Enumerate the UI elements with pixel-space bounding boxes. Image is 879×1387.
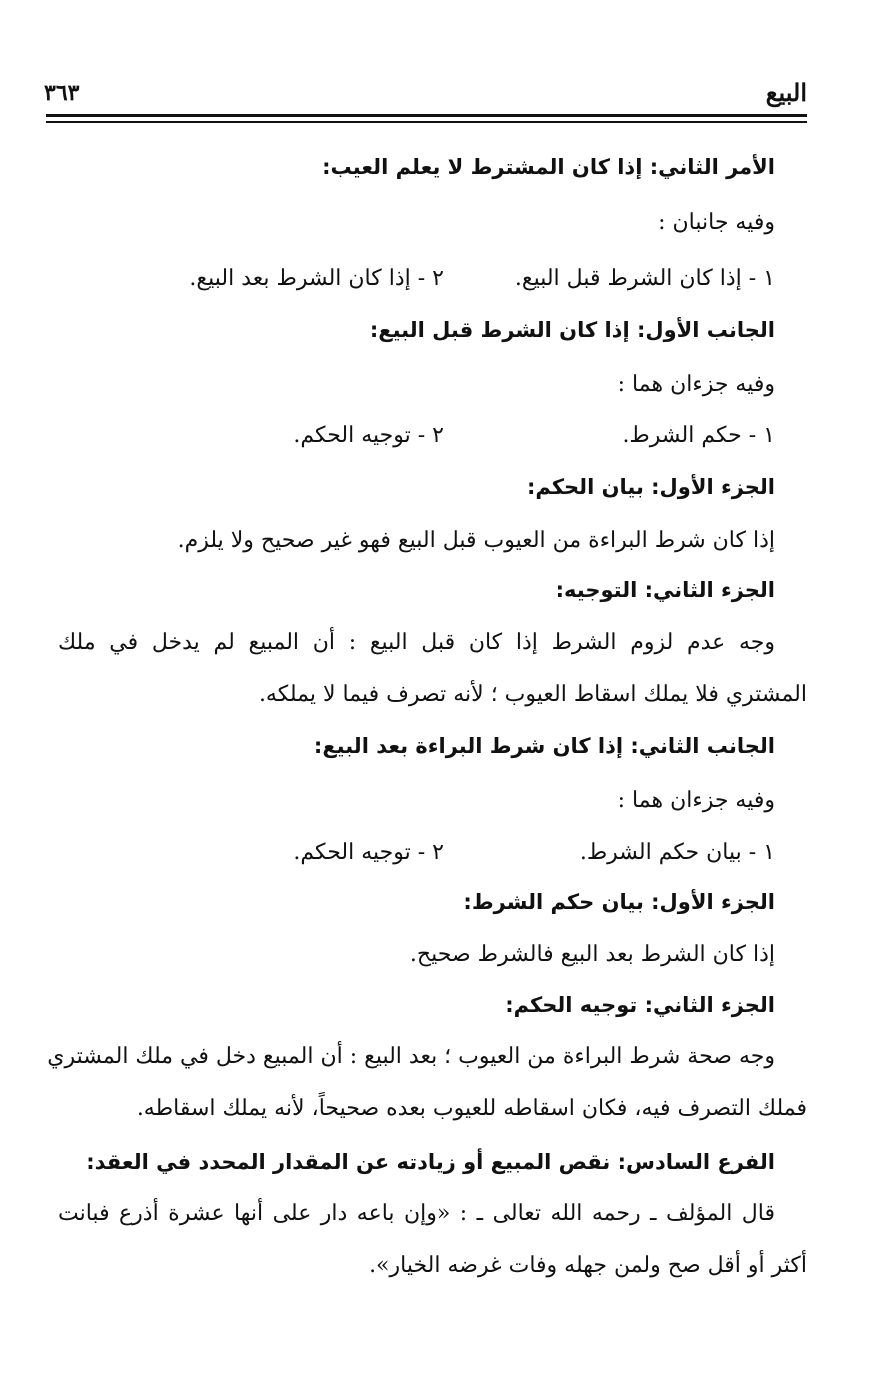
list-item-2: ٢ - إذا كان الشرط بعد البيع. xyxy=(189,266,444,291)
paragraph-line: أكثر أو أقل صح ولمن جهله وفات غرضه الخيار». xyxy=(369,1253,807,1278)
heading-second-side: الجانب الثاني: إذا كان شرط البراءة بعد البيع: xyxy=(313,734,775,758)
paragraph-line: فملك التصرف فيه، فكان اسقاطه للعيوب بعده صحيحاً، لأنه يملك اسقاطه. xyxy=(136,1096,807,1121)
list-item-1: ١ - بيان حكم الشرط. xyxy=(579,840,775,865)
paragraph-line: وجه عدم لزوم الشرط إذا كان قبل البيع : أن المبيع لم يدخل في ملك xyxy=(58,630,775,655)
paragraph-line: وجه صحة شرط البراءة من العيوب ؛ بعد البيع : أن المبيع دخل في ملك المشتري xyxy=(47,1044,775,1069)
chapter-title: البيع xyxy=(765,78,807,107)
running-header xyxy=(44,78,807,112)
heading-first-side: الجانب الأول: إذا كان الشرط قبل البيع: xyxy=(369,318,775,342)
heading-sixth-branch: الفرع السادس: نقص المبيع أو زيادته عن المقدار المحدد في العقد: xyxy=(86,1150,775,1174)
heading-part-two: الجزء الثاني: توجيه الحكم: xyxy=(505,993,775,1017)
header-rule-thin xyxy=(46,121,807,123)
list-item-2: ٢ - توجيه الحكم. xyxy=(293,840,444,865)
paragraph-line: إذا كان الشرط بعد البيع فالشرط صحيح. xyxy=(409,942,775,967)
list-item-1: ١ - حكم الشرط. xyxy=(622,423,775,448)
heading-part-one: الجزء الأول: بيان حكم الشرط: xyxy=(463,890,775,914)
paragraph-line: وفيه جزءان هما : xyxy=(617,788,775,813)
paragraph-line: إذا كان شرط البراءة من العيوب قبل البيع فهو غير صحيح ولا يلزم. xyxy=(177,528,775,553)
page-number: ٣٦٣ xyxy=(44,80,80,106)
list-item-2: ٢ - توجيه الحكم. xyxy=(293,423,444,448)
heading-part-two: الجزء الثاني: التوجيه: xyxy=(555,578,775,602)
heading-second-matter: الأمر الثاني: إذا كان المشترط لا يعلم العيب: xyxy=(322,155,775,179)
paragraph-line: وفيه جزءان هما : xyxy=(617,372,775,397)
paragraph-line: المشتري فلا يملك اسقاط العيوب ؛ لأنه تصرف فيما لا يملكه. xyxy=(258,682,807,707)
paragraph-line: وفيه جانبان : xyxy=(658,210,775,235)
heading-part-one: الجزء الأول: بيان الحكم: xyxy=(526,475,775,499)
list-item-1: ١ - إذا كان الشرط قبل البيع. xyxy=(514,266,775,291)
header-rule-thick xyxy=(46,114,807,117)
paragraph-line: قال المؤلف ـ رحمه الله تعالى ـ : «وإن باعه دار على أنها عشرة أذرع فبانت xyxy=(58,1201,775,1226)
